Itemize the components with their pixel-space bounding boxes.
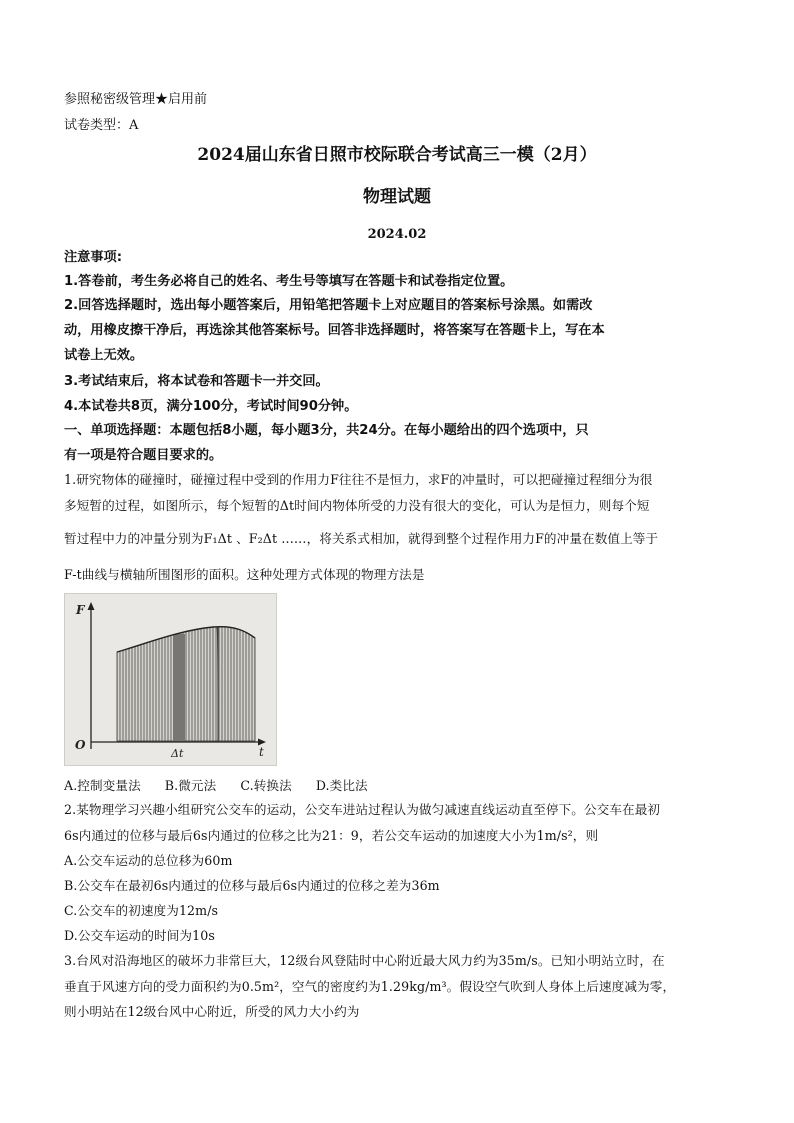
exam-date: 2024.02	[367, 227, 427, 242]
question-3-text: 则小明站在12级台风中心附近，所受的风力大小约为	[64, 1004, 360, 1019]
origin-label: O	[75, 738, 86, 752]
choice-d: D.类比法	[315, 778, 368, 793]
exam-title: 2024届山东省日照市校际联合考试高三一模（2月）	[197, 145, 597, 165]
question-2-text: 6s内通过的位移与最后6s内通过的位移之比为21：9，若公交车运动的加速度大小为1m/s²，则	[64, 828, 599, 843]
secrecy-label: 参照秘密级管理★启用前	[64, 92, 208, 107]
area-under-curve	[117, 627, 218, 741]
notice-heading: 注意事项:	[64, 250, 123, 265]
section-heading: 有一项是符合题目要求的。	[64, 448, 223, 463]
section-heading: 一、单项选择题：本题包括8小题，每小题3分，共24分。在每小题给出的四个选项中，只	[64, 423, 589, 438]
question-3-text: 3.台风对沿海地区的破坏力非常巨大，12级台风登陆时中心附近最大风力约为35m/s。已知小明站立时，在	[64, 953, 665, 968]
question-2-choice-d: D.公交车运动的时间为10s	[64, 928, 215, 943]
y-axis-arrow	[88, 602, 95, 610]
notice-line: 1.答卷前，考生务必将自己的姓名、考生号等填写在答题卡和试卷指定位置。	[64, 274, 514, 289]
question-1-text: 多短暂的过程，如图所示，每个短暂的Δt时间内物体所受的力没有很大的变化，可认为是恒力，则每个短	[64, 498, 650, 513]
exam-subtitle: 物理试题	[363, 187, 431, 207]
question-1-choices	[64, 777, 392, 795]
question-2-text: 2.某物理学习兴趣小组研究公交车的运动，公交车进站过程认为做匀减速直线运动直至停下。公交车在最初	[64, 802, 661, 817]
choice-c: C.转换法	[240, 778, 292, 793]
question-2-choice-c: C.公交车的初速度为12m/s	[64, 903, 219, 918]
notice-line: 4.本试卷共8页，满分100分，考试时间90分钟。	[64, 399, 358, 414]
area-after-interval	[218, 627, 255, 741]
force-time-figure	[64, 593, 277, 766]
notice-line: 3.考试结束后，将本试卷和答题卡一并交回。	[64, 374, 329, 389]
choice-a: A.控制变量法	[64, 778, 141, 793]
y-axis-label: F	[76, 603, 85, 617]
paper-type-label: 试卷类型：A	[64, 118, 139, 133]
notice-line: 动，用橡皮擦干净后，再选涂其他答案标号。回答非选择题时，将答案写在答题卡上，写在本	[64, 323, 605, 338]
notice-line: 2.回答选择题时，选出每小题答案后，用铅笔把答题卡上对应题目的答案标号涂黑。如需改	[64, 298, 593, 313]
force-time-graph	[65, 594, 276, 765]
question-1-text: F-t曲线与横轴所围图形的面积。这种处理方式体现的物理方法是	[64, 567, 425, 582]
notice-line: 试卷上无效。	[64, 348, 144, 363]
question-1-text: 1.研究物体的碰撞时，碰撞过程中受到的作用力F往往不是恒力，求F的冲量时，可以把碰撞过程细分为很	[64, 472, 653, 487]
delta-t-label: Δt	[171, 747, 184, 760]
question-1-text: 暂过程中力的冲量分别为F₁Δt 、F₂Δt ……，将关系式相加，就得到整个过程作用力F的冲量在数值上等于	[64, 531, 659, 546]
delta-t-strip	[173, 634, 185, 741]
x-axis-label: t	[259, 745, 264, 759]
question-2-choice-b: B.公交车在最初6s内通过的位移与最后6s内通过的位移之差为36m	[64, 878, 440, 893]
question-3-text: 垂直于风速方向的受力面积约为0.5m²，空气的密度约为1.29kg/m³。假设空气吹到人身体上后速度减为零，	[64, 979, 676, 994]
choice-b: B.微元法	[164, 778, 217, 793]
question-2-choice-a: A.公交车运动的总位移为60m	[64, 853, 233, 868]
